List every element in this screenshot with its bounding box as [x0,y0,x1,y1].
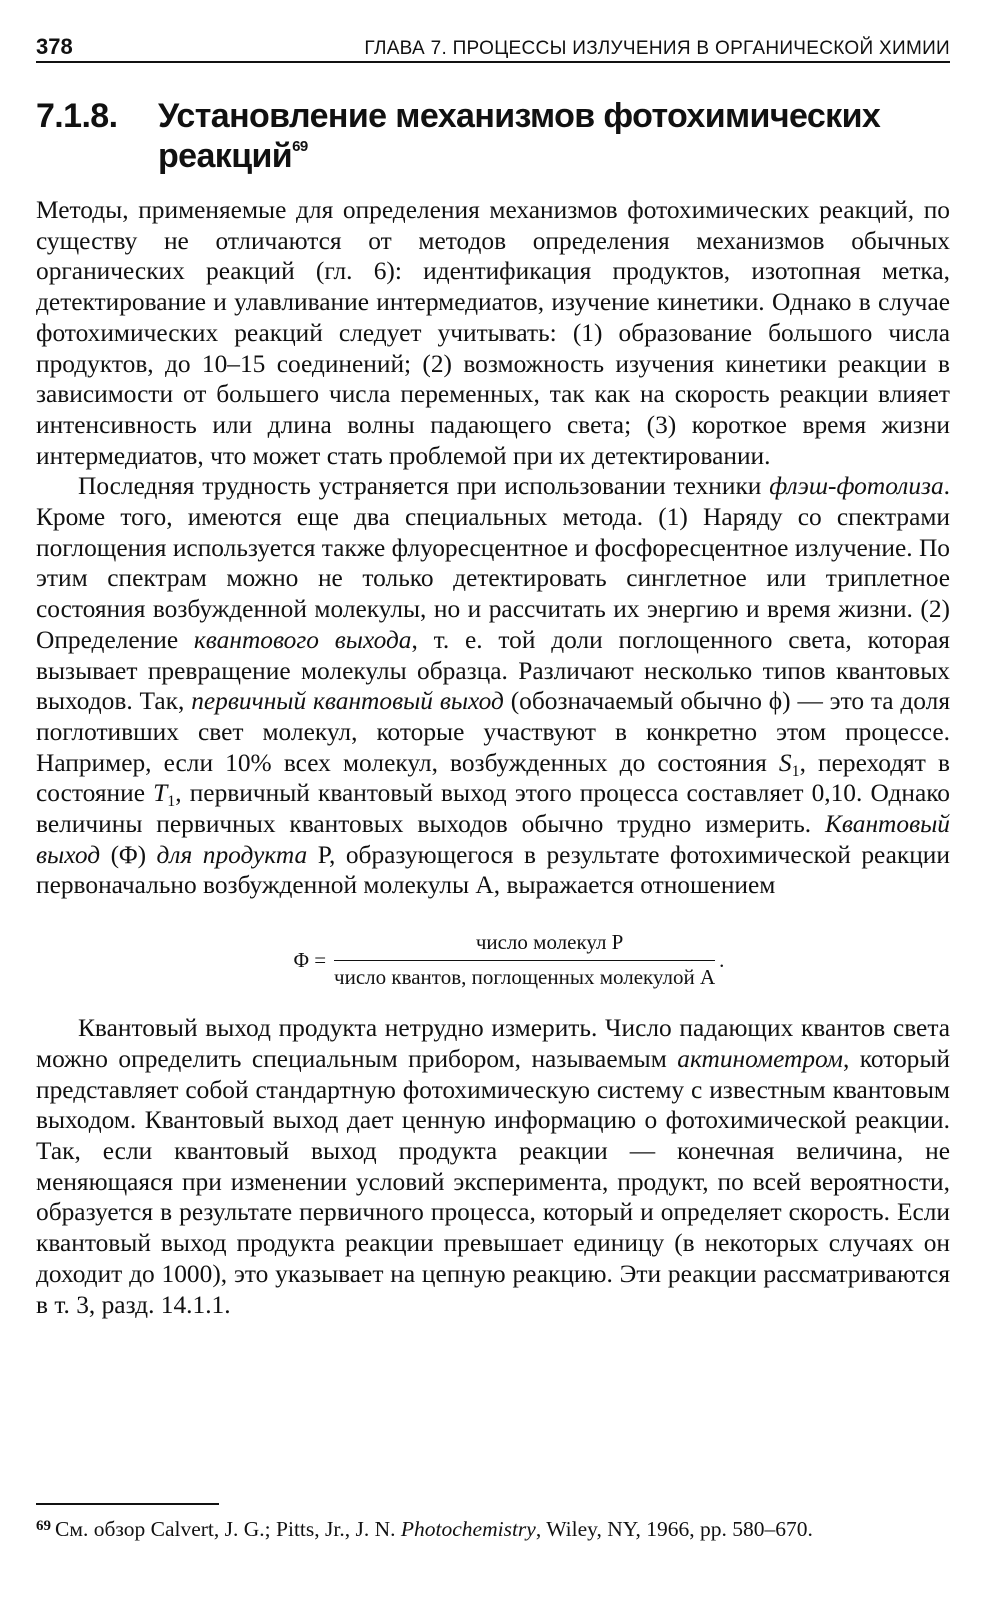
running-header [36,26,950,60]
paragraph-methods: Методы, применяемые для определения механизмов фотохимических реакций, по существу не отличаются от методов определения механизмов обычных органических реакций (гл. 6): идентификация продуктов, изотопная метка, детектирование и улавливание интермедиатов, изучение кинетики. Однако в случае фотохимических реакций следует учитывать: (1) образование большого числа продуктов, до 10–15 соединений; (2) возможность изучения кинетики реакции в зависимости от большего числа переменных, так как на скорость реакции влияет интенсивность или длина волны падающего света; (3) короткое время жизни интермедиатов, что может стать проблемой при их детектировании. [36,196,950,470]
formula-numerator: число молекул P [475,929,624,954]
term-flash-photolysis: флэш-фотолиза [769,472,944,501]
footnote-text: См. обзор Calvert, J. G.; Pitts, Jr., J. N. [55,1517,401,1541]
term-quantum-yield: квантового выхода [193,625,412,654]
paragraph-quantum-yield [36,471,950,901]
text-run: Последняя трудность устраняется при использовании техники [78,472,770,501]
footnote [36,1516,966,1542]
text-run: , который представляет собой стандартную фотохимическую систему с известным квантовым выходом. Квантовый выход дает ценную информацию о фотохимической реакции. Так, если квантовый выход продукта реакции — конечная величина, не меняющаяся при изменении условий эксперимента, продукт, по всей вероятности, образуется в результате первичного процесса, который и определяет скорость. Если квантовый выход продукта реакции превышает единицу (в некоторых случаях он доходит до 1000), это указывает на цепную реакцию. Эти реакции рассматриваются в т. 3, разд. 14.1.1. [36,1044,950,1319]
term-product-quantum-yield: Квантовый выход [36,810,950,869]
section-number: 7.1.8. [36,97,118,135]
term-actinometer: актинометром [677,1044,843,1073]
symbol-t: T [153,779,168,808]
term-primary-quantum-yield: первичный квантовый выход [191,687,504,716]
text-run: , т. е. той доли поглощенного света, которая вызывает превращение молекулы образца. Различают несколько типов квантовых выходов. Так, [36,625,950,716]
section-heading [36,96,950,176]
text-run: (Φ) [100,840,157,869]
footnote-reference: 69 [292,138,308,155]
formula-end: . [719,947,725,972]
section-title [158,96,950,176]
text-run: (обозначаемый обычно ϕ) — это та доля поглотивших свет молекул, которые участвуют в конкретно этом процессе. Например, если 10% всех молекул, возбужденных до состояния [36,687,951,777]
footnote-marker: 69 [36,1518,51,1534]
formula-fraction [334,930,715,991]
footnote-rule [36,1503,219,1505]
paragraph-actinometer [36,1013,950,1320]
text-run: . Кроме того, имеются еще два специальных метода. (1) Наряду со спектрами поглощения используется также флуоресцентное и фосфоресцентное излучение. По этим спектрам можно не только детектировать синглетное или триплетное состояния возбужденной молекулы, но и рассчитать их энергию и время жизни. (2) Определение [36,472,950,654]
subscript: 1 [167,793,176,811]
term-for-product: для продукта [156,840,308,869]
running-title: ГЛАВА 7. ПРОЦЕССЫ ИЗЛУЧЕНИЯ В ОРГАНИЧЕСКОЙ ХИМИИ [364,38,950,59]
page-number: 378 [36,34,73,59]
footnote-text: , Wiley, NY, 1966, pp. 580–670. [535,1517,813,1541]
text-run: , переходят в состояние [36,748,950,808]
footnote-book-title: Photochemistry [400,1517,536,1541]
quantum-yield-formula [36,921,950,999]
header-rule [36,61,950,63]
section-title-text: Установление механизмов фотохимических реакций [158,97,881,175]
text-run: , первичный квантовый выход этого процесса составляет 0,10. Однако величины первичных квантовых выходов обычно трудно измерить. [36,779,951,839]
formula-lhs: Φ = [293,947,327,972]
main-text [36,195,950,1320]
text-run: P, образующегося в результате фотохимической реакции первоначально возбужденной молекулы A, выражается отношением [36,840,950,900]
text-run: Квантовый выход продукта нетрудно измерить. Число падающих квантов света можно определить специальным прибором, называемым [36,1014,950,1073]
subscript: 1 [791,762,800,780]
symbol-s: S [778,748,792,777]
formula-denominator: число квантов, поглощенных молекулой A [334,965,716,990]
